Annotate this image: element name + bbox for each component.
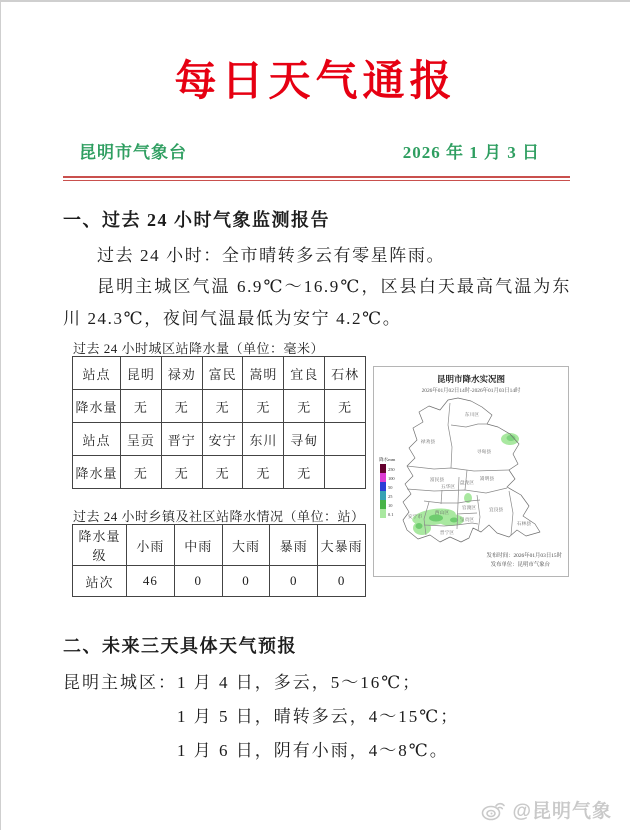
section2-heading: 二、未来三天具体天气预报 — [63, 636, 297, 656]
section-forecast — [63, 632, 571, 768]
table-cell: 呈贡 — [121, 423, 162, 456]
table-cell: 降水量 — [73, 390, 121, 423]
district-label: 安宁市 — [407, 515, 423, 520]
table-cell: 降水量级 — [73, 525, 127, 566]
precipitation-map — [374, 367, 568, 576]
table-cell: 大雨 — [222, 525, 270, 566]
district-label: 晋宁区 — [439, 531, 455, 536]
table-cell: 无 — [284, 390, 325, 423]
district-label: 宜良县 — [488, 508, 504, 513]
table-cell: 站次 — [73, 566, 127, 597]
district-label: 寻甸县 — [476, 450, 492, 455]
table-cell: 晋宁 — [161, 423, 202, 456]
legend-title: 降水mm — [379, 457, 396, 462]
table-cell: 无 — [325, 390, 366, 423]
page-title: 每日天气通报 — [174, 59, 457, 105]
township-rainfall-table — [72, 524, 366, 597]
forecast-day-3: 1 月 6 日，阴有小雨，4～8℃。 — [177, 741, 449, 760]
forecast-line-2 — [63, 700, 571, 734]
table-row — [73, 357, 366, 390]
district-label: 东川区 — [464, 413, 480, 418]
district-label: 石林县 — [516, 522, 532, 527]
forecast-prefix: 昆明主城区： — [63, 673, 177, 692]
table-cell: 无 — [202, 456, 243, 489]
map-subtitle: 2026年01月02日14时-2026年01月03日14时 — [421, 388, 521, 394]
table-cell: 宜良 — [284, 357, 325, 390]
district-label: 官渡区 — [461, 506, 477, 511]
table-cell: 无 — [202, 390, 243, 423]
section1-paragraph-2: 昆明主城区气温 6.9℃～16.9℃，区县白天最高气温为东川 24.3℃，夜间气温最低为安宁 4.2℃。 — [63, 277, 571, 328]
precipitation-map-panel — [373, 366, 569, 577]
table2-caption: 过去 24 小时乡镇及社区站降水情况（单位：站） — [73, 509, 365, 524]
table-cell: 无 — [243, 456, 284, 489]
table-cell: 站点 — [73, 423, 121, 456]
legend-swatch — [380, 482, 386, 491]
table-cell: 嵩明 — [243, 357, 284, 390]
map-publish-agency: 发布单位：昆明市气象台 — [490, 562, 550, 568]
table-cell: 46 — [127, 566, 175, 597]
map-legend — [379, 456, 396, 518]
table-cell: 小雨 — [127, 525, 175, 566]
table-cell: 0 — [174, 566, 222, 597]
table-row — [73, 456, 366, 489]
table-cell: 暴雨 — [270, 525, 318, 566]
table-cell: 0 — [270, 566, 318, 597]
table-cell: 无 — [243, 390, 284, 423]
table-cell: 降水量 — [73, 456, 121, 489]
section1-paragraph-1: 过去 24 小时：全市晴转多云有零星阵雨。 — [97, 246, 446, 265]
watermark-handle: @昆明气象 — [512, 801, 612, 822]
table-cell: 0 — [318, 566, 366, 597]
table-cell: 无 — [161, 390, 202, 423]
legend-label: 25 — [388, 494, 393, 499]
agency-name: 昆明市气象台 — [79, 143, 187, 162]
header-divider — [63, 176, 570, 181]
table-cell: 安宁 — [202, 423, 243, 456]
table-cell: 无 — [161, 456, 202, 489]
table-cell: 大暴雨 — [318, 525, 366, 566]
watermark — [480, 796, 612, 823]
district-label: 嵩明县 — [479, 477, 495, 482]
district-label: 盘龙区 — [459, 481, 475, 486]
section1-heading: 一、过去 24 小时气象监测报告 — [63, 210, 330, 230]
urban-rainfall-table — [72, 356, 366, 489]
forecast-line-1 — [63, 666, 571, 700]
legend-swatch — [380, 509, 386, 518]
legend-label: 0.1 — [388, 512, 394, 517]
legend-label: 250 — [388, 467, 395, 472]
map-title: 昆明市降水实况图 — [436, 374, 506, 384]
table-cell: 站点 — [73, 357, 121, 390]
table-cell: 无 — [121, 456, 162, 489]
district-label: 禄劝县 — [420, 440, 436, 445]
forecast-day-2: 1 月 5 日，晴转多云，4～15℃； — [177, 707, 460, 726]
table-cell: 昆明 — [121, 357, 162, 390]
table-cell: 东川 — [243, 423, 284, 456]
legend-label: 50 — [388, 485, 393, 490]
table-cell: 无 — [121, 390, 162, 423]
issue-date: 2026 年 1 月 3 日 — [402, 143, 540, 162]
district-label: 五华区 — [440, 485, 456, 490]
district-label: 富民县 — [429, 478, 445, 483]
forecast-day-1: 1 月 4 日，多云，5～16℃； — [177, 673, 422, 692]
forecast-line-3 — [63, 734, 571, 768]
legend-swatch — [380, 473, 386, 482]
table-cell: 中雨 — [174, 525, 222, 566]
table-cell — [325, 423, 366, 456]
legend-swatch — [380, 500, 386, 509]
table1-caption: 过去 24 小时城区站降水量（单位：毫米） — [73, 341, 325, 356]
weibo-icon — [480, 799, 506, 821]
table-row — [73, 423, 366, 456]
table-row — [73, 566, 366, 597]
table-row — [73, 390, 366, 423]
table-cell: 石林 — [325, 357, 366, 390]
legend-swatch — [380, 464, 386, 473]
district-label: 呈贡区 — [459, 518, 475, 523]
district-label: 西山区 — [434, 511, 450, 516]
table-cell: 禄劝 — [161, 357, 202, 390]
legend-label: 10 — [388, 503, 393, 508]
table-cell — [325, 456, 366, 489]
table-cell: 富民 — [202, 357, 243, 390]
section-monitoring-report — [63, 206, 571, 334]
legend-label: 100 — [388, 476, 395, 481]
table-cell: 无 — [284, 456, 325, 489]
table-row — [73, 525, 366, 566]
map-publish-time: 发布时间：2026年01月03日15时 — [486, 553, 562, 559]
legend-swatch — [380, 491, 386, 500]
header-row — [79, 138, 540, 163]
table-cell: 寻甸 — [284, 423, 325, 456]
table-cell: 0 — [222, 566, 270, 597]
